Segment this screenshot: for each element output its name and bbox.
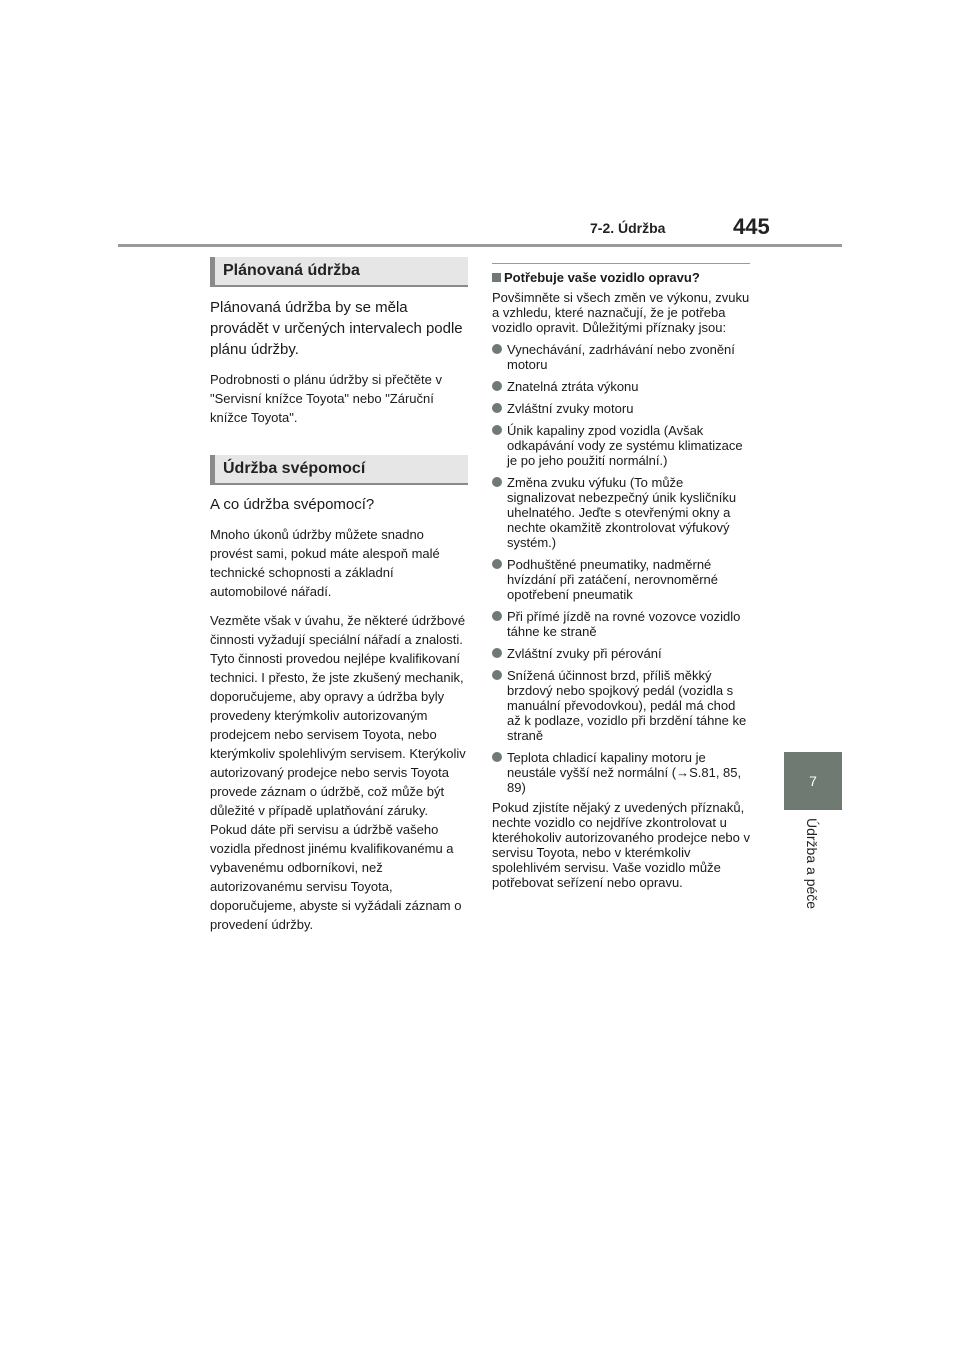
- header-divider: [118, 244, 842, 247]
- bullet-dot-icon: [492, 344, 502, 354]
- repair-closing: Pokud zjistíte nějaký z uvedených příznaků, nechte vozidlo co nejdříve zkontrolovat u kteréhokoliv autorizovaného prodejce nebo v servisu Toyota, nebo v kterémkoliv spolehlivém servisu. Vaše vozidlo může potřebovat seřízení nebo opravu.: [492, 800, 751, 890]
- square-bullet-icon: [492, 273, 501, 282]
- list-item: Zvláštní zvuky při pérování: [492, 646, 750, 661]
- list-item: Únik kapaliny zpod vozidla (Avšak odkapávání vody ze systému klimatizace je po jeho použití normální.): [492, 423, 750, 468]
- section-title: 7-2. Údržba: [590, 220, 666, 236]
- list-item: Při přímé jízdě na rovné vozovce vozidlo táhne ke straně: [492, 609, 750, 639]
- list-item: Podhuštěné pneumatiky, nadměrné hvízdání při zatáčení, nerovnoměrné opotřebení pneumatik: [492, 557, 750, 602]
- list-item: Vynechávání, zadrhávání nebo zvonění motoru: [492, 342, 750, 372]
- right-column: [492, 263, 750, 890]
- bullet-dot-icon: [492, 403, 502, 413]
- self-maintenance-paragraph-1: Mnoho úkonů údržby můžete snadno provést sami, pokud máte alespoň malé technické schopnosti a základní automobilové nářadí.: [210, 527, 440, 599]
- bullet-dot-icon: [492, 381, 502, 391]
- list-item: Snížená účinnost brzd, příliš měkký brzdový nebo spojkový pedál (vozidla s manuální převodovkou), pedál má chod až k podlaze, vozidlo při brzdění táhne ke straně: [492, 668, 750, 743]
- self-maintenance-paragraph-2: Vezměte však v úvahu, že některé údržbové činnosti vyžadují speciální nářadí a znalosti. Tyto činnosti provedou nejlépe kvalifikovaní technici. I přesto, že jste zkušený mechanik, doporučujeme, aby opravy a údržba byly provedeny kterýmkoliv autorizovaným prodejcem nebo servisem Toyota, nebo kterýmkoliv spolehlivým servisem. Kterýkoliv autorizovaný prodejce nebo servis Toyota provede záznam o údržbě, což může být důležité v případě uplatňování záruky. Pokud dáte při servisu a údržbě vašeho vozidla přednost jinému kvalifikovanému a vybavenému odborníkovi, než autorizovanému servisu Toyota, doporučujeme, abyste si vyžádali záznam o provedení údržby.: [210, 613, 466, 932]
- bullet-dot-icon: [492, 425, 502, 435]
- bullet-dot-icon: [492, 477, 502, 487]
- bullet-dot-icon: [492, 611, 502, 621]
- chapter-tab-label: Údržba a péče: [804, 818, 820, 910]
- scheduled-maintenance-lead: Plánovaná údržba by se měla provádět v určených intervalech podle plánu údržby.: [210, 299, 463, 358]
- chapter-tab: 7: [784, 752, 842, 810]
- left-column: [210, 257, 468, 934]
- section-heading-self-maintenance: Údržba svépomocí: [210, 455, 468, 485]
- list-item: Změna zvuku výfuku (To může signalizovat nebezpečný únik kysličníku uhelnatého. Jeďte s otevřenými okny a nechte okamžitě zkontrolovat výfukový systém.): [492, 475, 750, 550]
- scheduled-maintenance-text: Podrobnosti o plánu údržby si přečtěte v "Servisní knížce Toyota" nebo "Záruční knížce Toyota".: [210, 372, 442, 425]
- repair-intro: Povšimněte si všech změn ve výkonu, zvuku a vzhledu, které naznačují, že je potřeba vozidlo opravit. Důležitými příznaky jsou:: [492, 290, 750, 335]
- bullet-dot-icon: [492, 559, 502, 569]
- list-item: Zvláštní zvuky motoru: [492, 401, 750, 416]
- page-number: 445: [733, 214, 770, 239]
- self-maintenance-lead: A co údržba svépomocí?: [210, 496, 375, 513]
- list-item: Znatelná ztráta výkonu: [492, 379, 750, 394]
- bullet-dot-icon: [492, 670, 502, 680]
- bullet-dot-icon: [492, 648, 502, 658]
- repair-subheading: Potřebuje vaše vozidlo opravu?: [492, 263, 750, 286]
- list-item: Teplota chladicí kapaliny motoru je neustále vyšší než normální (→S.81, 85, 89): [492, 750, 750, 795]
- section-heading-scheduled-maintenance: Plánovaná údržba: [210, 257, 468, 287]
- bullet-dot-icon: [492, 752, 502, 762]
